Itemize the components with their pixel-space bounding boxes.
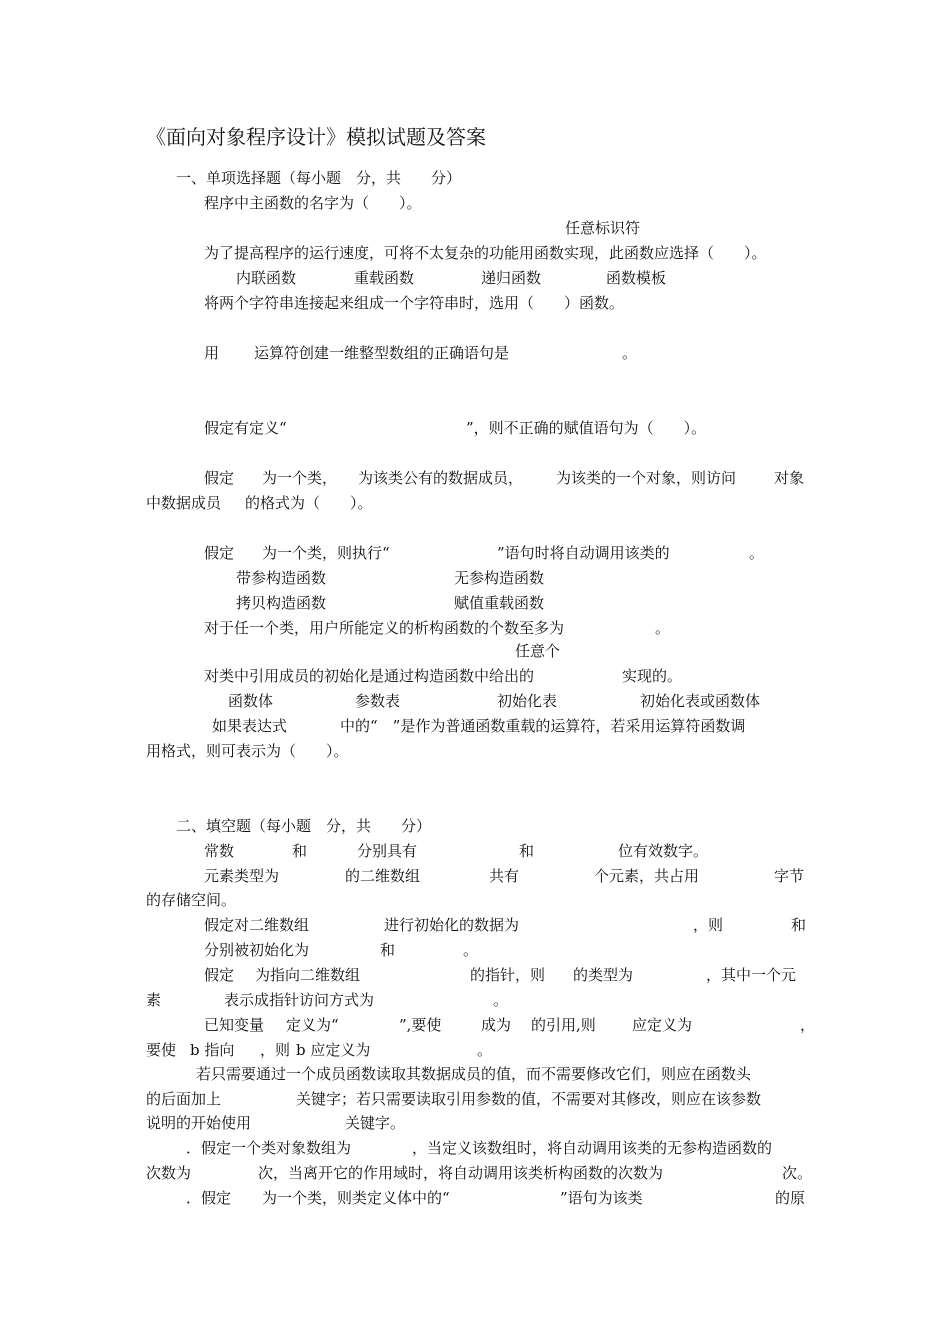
question-text: 位有效数字。 [618,842,709,860]
question-text: 为该类的一个对象，则访问 [556,469,737,487]
question-text: ”,要使 [399,1016,442,1034]
question-text: 次。 [782,1164,813,1182]
option-text: 任意个 [515,642,561,660]
question-text: 和 [292,842,308,860]
question-text: 个元素，共占用 [594,867,700,885]
option-d: 函数模板 [606,269,667,287]
option-a: 内联函数 [236,269,297,287]
question-text: 和 [791,916,807,934]
question-text: 用格式，则可表示为（ ）。 [146,742,349,760]
question-text: 假定 [204,544,235,562]
question-text: 假定 [204,469,235,487]
option-a: 带参构造函数 [236,569,327,587]
question-text: 为一个类， [262,469,338,487]
question-text: 的指针，则 [470,966,546,984]
question-text: 次，当离开它的作用域时，将自动调用该类析构函数的次数为 [258,1164,664,1182]
question-text: 为了提高程序的运行速度，可将不太复杂的功能用函数实现，此函数应选择（ ）。 [204,244,767,262]
option-b: 无参构造函数 [454,569,545,587]
question-text: 的后面加上 [146,1090,222,1108]
question-text: 分别被初始化为 [204,941,310,959]
section-heading: 一、单项选择题（每小题 分，共 分） [176,169,462,187]
question-text: 对于任一个类，用户所能定义的析构函数的个数至多为 [204,619,565,637]
option-c: 初始化表 [497,692,558,710]
question-text: 关键字；若只需要读取引用参数的值，不需要对其修改，则应在该参数 [296,1090,762,1108]
question-text: 素 [146,991,162,1009]
question-text: 为该类公有的数据成员， [358,469,524,487]
option-b: 参数表 [355,692,401,710]
question-text: 为一个类，则执行“ [262,544,390,562]
question-text: ，则 [260,1041,291,1059]
question-text: b 指向 [190,1041,235,1059]
option-a: 函数体 [228,692,274,710]
question-text: 进行初始化的数据为 [384,916,520,934]
question-text: 的二维数组 [345,867,421,885]
question-text: 表示成指针访问方式为 [224,991,375,1009]
option-c: 递归函数 [481,269,542,287]
option-text: 任意标识符 [565,219,641,237]
question-text: 。 [477,1041,493,1059]
question-text: 为指向二维数组 [255,966,361,984]
question-text: 运算符创建一维整型数组的正确语句是 [254,344,510,362]
question-text: 中数据成员 [146,494,222,512]
question-text: 的原 [775,1189,806,1207]
question-text: ，当定义该数组时，将自动调用该类的无参构造函数的 [412,1139,773,1157]
question-text: 字节 [774,867,805,885]
section-heading: 二、填空题（每小题 分，共 分） [176,817,432,835]
question-text: 。 [493,991,509,1009]
question-text: 的格式为（ ）。 [245,494,373,512]
question-text: ，其中一个元 [706,966,797,984]
question-text: 对类中引用成员的初始化是通过构造函数中给出的 [204,667,535,685]
question-text: ．假定 [186,1189,232,1207]
question-text: 的类型为 [573,966,634,984]
question-text: 关键字。 [345,1114,406,1132]
page-title: 《面向对象程序设计》模拟试题及答案 [146,125,486,149]
question-text: 用 [204,344,220,362]
option-c: 拷贝构造函数 [236,594,327,612]
question-text: 对象 [774,469,805,487]
question-text: 常数 [204,842,235,860]
question-text: ．假定一个类对象数组为 [186,1139,352,1157]
question-text: ”语句时将自动调用该类的 [497,544,670,562]
question-text: ，则 [693,916,724,934]
question-text: 的引用,则 [531,1016,596,1034]
question-text: 的存储空间。 [146,891,237,909]
question-text: 成为 [481,1016,512,1034]
question-text: 分别具有 [357,842,418,860]
option-b: 重载函数 [354,269,415,287]
question-text: 次数为 [146,1164,192,1182]
question-text: 已知变量 [204,1016,265,1034]
question-text: 元素类型为 [204,867,280,885]
option-d: 初始化表或函数体 [640,692,761,710]
question-text: 应定义为 [632,1016,693,1034]
question-text: 。 [622,344,638,362]
option-d: 赋值重载函数 [454,594,545,612]
question-text: 实现的。 [622,667,683,685]
question-text: 假定 [204,966,235,984]
question-text: 。 [655,619,671,637]
question-text: 将两个字符串连接起来组成一个字符串时，选用（ ）函数。 [204,294,625,312]
question-text: 如果表达式 [212,717,288,735]
question-text: ”语句为该类 [560,1189,643,1207]
question-text: 共有 [489,867,520,885]
question-text: 和 [519,842,535,860]
question-text: b 应定义为 [296,1041,371,1059]
question-text: 和 [380,941,396,959]
question-text: 要使 [146,1041,177,1059]
question-text: 假定有定义“ [204,419,287,437]
question-text: 。 [463,941,479,959]
question-text: ”，则不正确的赋值语句为（ ）。 [466,419,707,437]
question-text: 若只需要通过一个成员函数读取其数据成员的值，而不需要修改它们，则应在函数头 [196,1065,752,1083]
question-text: 中的“ ”是作为普通函数重载的运算符，若采用运算符函数调 [340,717,746,735]
question-text: 程序中主函数的名字为（ ）。 [204,194,422,212]
question-text: 。 [749,544,765,562]
question-text: 为一个类，则类定义体中的“ [262,1189,450,1207]
question-text: ， [800,1016,816,1034]
question-text: 说明的开始使用 [146,1114,252,1132]
question-text: 假定对二维数组 [204,916,310,934]
question-text: 定义为“ [286,1016,339,1034]
